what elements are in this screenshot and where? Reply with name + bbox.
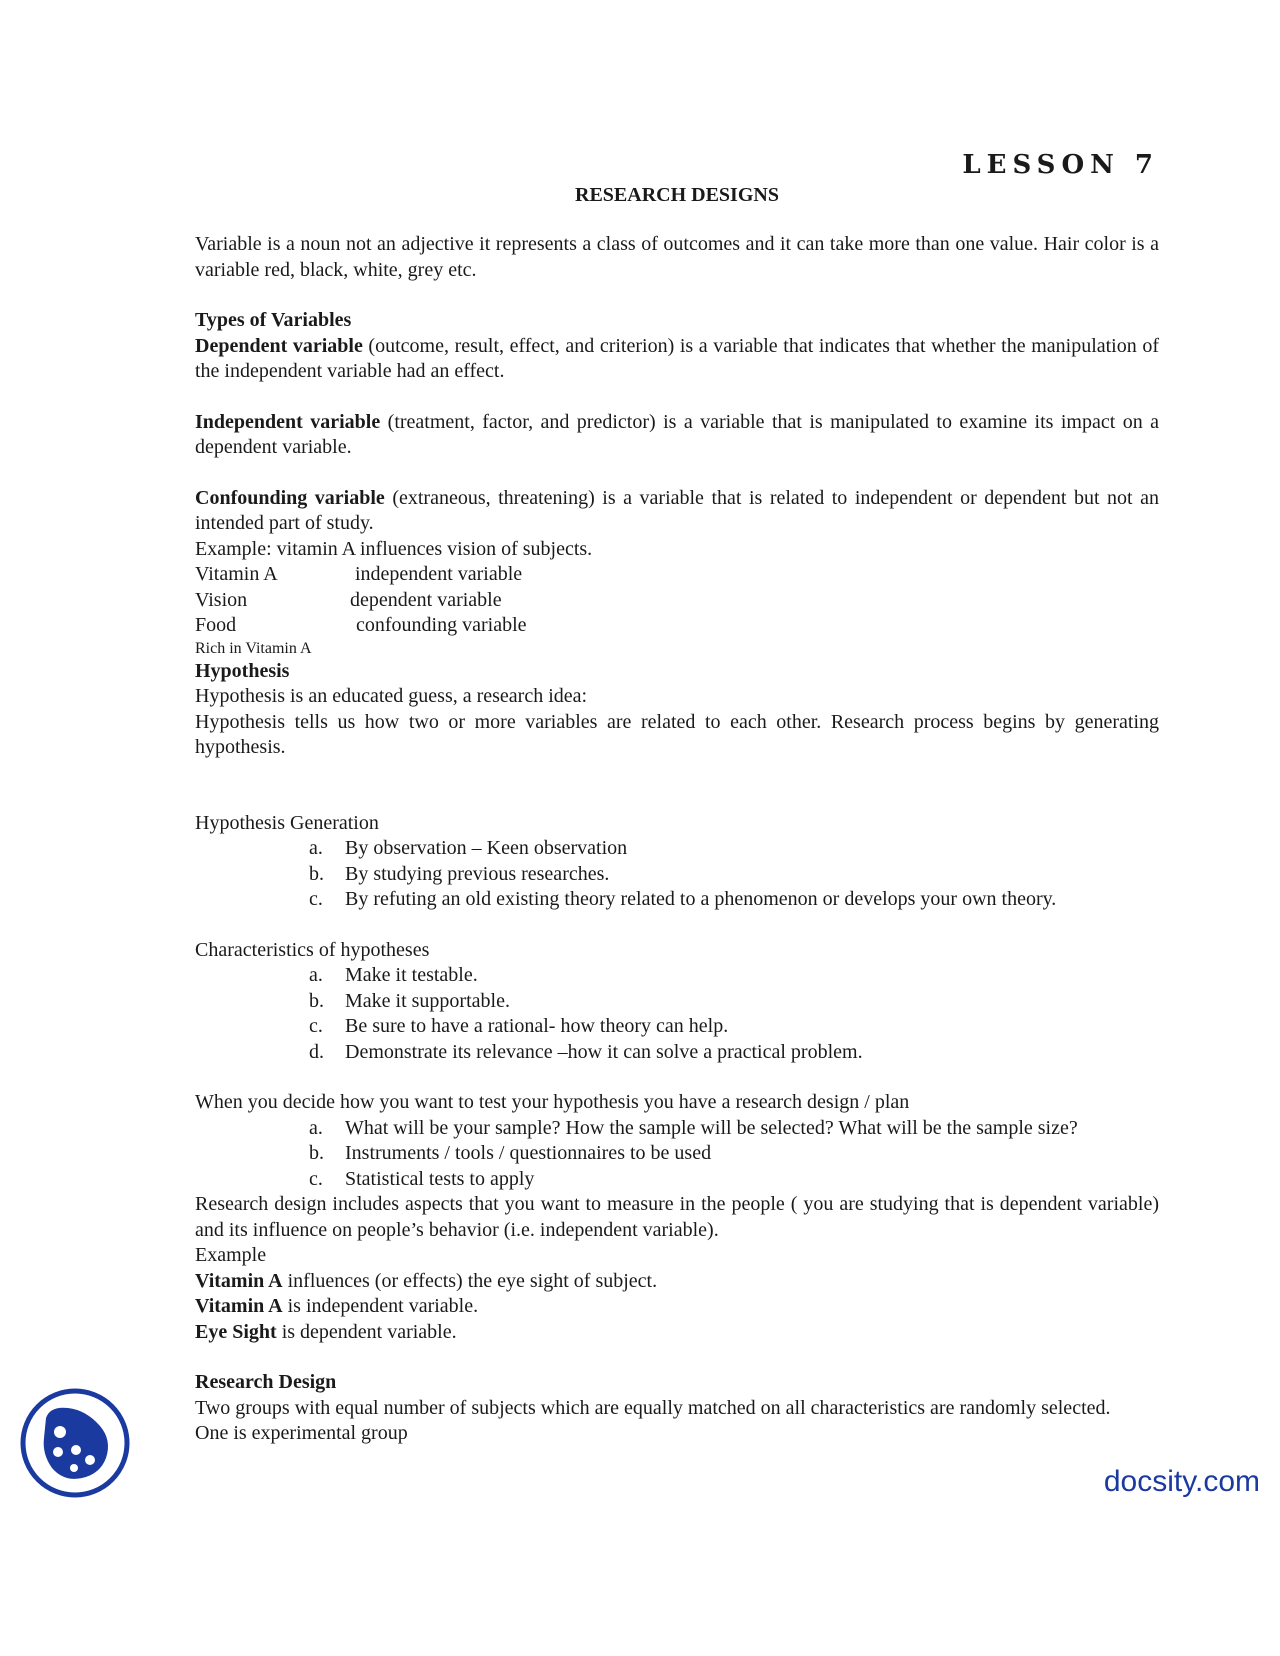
generation-list xyxy=(195,836,1159,913)
example-row: Vision dependent variable xyxy=(195,588,502,611)
docsity-logo-icon[interactable] xyxy=(20,1388,130,1498)
hypothesis-heading: Hypothesis xyxy=(195,659,290,682)
example-line: Example: vitamin A influences vision of subjects. xyxy=(195,537,593,560)
characteristics-heading: Characteristics of hypotheses xyxy=(195,938,430,961)
page-title: RESEARCH DESIGNS xyxy=(575,184,779,206)
hypothesis-line-2: Hypothesis tells us how two or more variables are related to each other. Research process begins by generating hypothesis. xyxy=(195,710,1159,758)
list-item: c. Be sure to have a rational- how theory can help. xyxy=(309,1015,729,1037)
research-design-paragraph: Two groups with equal number of subjects which are equally matched on all characteristics are randomly selected. xyxy=(195,1396,1111,1419)
list-item: a. What will be your sample? How the sample will be selected? What will be the sample size? xyxy=(309,1116,1078,1139)
lesson-label: LESSON 7 xyxy=(962,150,1159,180)
list-item: c. By refuting an old existing theory related to a phenomenon or develops your own theory. xyxy=(309,888,1057,910)
document-page xyxy=(195,150,1159,1447)
list-item: b. By studying previous researches. xyxy=(309,862,610,885)
characteristics-list xyxy=(195,963,1159,1065)
plan-intro: When you decide how you want to test your hypothesis you have a research design / plan xyxy=(195,1091,910,1113)
independent-paragraph: Independent variable (treatment, factor, and predictor) is a variable that is manipulated to examine its impact on a dependent variable. xyxy=(195,410,1159,458)
list-item: d. Demonstrate its relevance –how it can solve a practical problem. xyxy=(309,1040,863,1063)
intro-paragraph: Variable is a noun not an adjective it represents a class of outcomes and it can take more than one value. Hair color is a variable red, black, white, grey etc. xyxy=(195,233,1159,281)
plan-list xyxy=(195,1116,1159,1193)
generation-heading: Hypothesis Generation xyxy=(195,811,379,834)
docsity-brand-link[interactable]: docsity.com xyxy=(1103,1465,1260,1498)
list-item: a. Make it testable. xyxy=(309,964,478,986)
example-word: Example xyxy=(195,1244,267,1266)
list-item: b. Instruments / tools / questionnaires to be used xyxy=(309,1142,712,1164)
design-paragraph: Research design includes aspects that you want to measure in the people ( you are studying that is dependent variable) and its influence on people’s behavior (i.e. independent variable). xyxy=(195,1193,1159,1241)
types-heading: Types of Variables xyxy=(195,309,352,331)
hypothesis-line-1: Hypothesis is an educated guess, a research idea: xyxy=(195,685,588,707)
dependent-paragraph: Dependent variable (outcome, result, effect, and criterion) is a variable that indicates that whether the manipulation of the independent variable had an effect. xyxy=(195,334,1159,382)
example-sentence: Eye Sight is dependent variable. xyxy=(195,1320,457,1343)
food-note: Rich in Vitamin A xyxy=(195,639,312,657)
list-item: a. By observation – Keen observation xyxy=(309,837,628,859)
example-row: Food confounding variable xyxy=(195,614,527,636)
research-design-heading: Research Design xyxy=(195,1371,337,1393)
research-design-last-line: One is experimental group xyxy=(195,1422,408,1444)
list-item: c. Statistical tests to apply xyxy=(309,1167,535,1190)
example-sentence: Vitamin A influences (or effects) the eye sight of subject. xyxy=(195,1269,658,1292)
list-item: b. Make it supportable. xyxy=(309,989,510,1012)
docsity-logo-svg xyxy=(20,1388,130,1498)
confounding-paragraph: Confounding variable (extraneous, threatening) is a variable that is related to independent or dependent but not an intended part of study. xyxy=(195,486,1160,534)
example-row: Vitamin A independent variable xyxy=(195,563,523,585)
example-sentence: Vitamin A is independent variable. xyxy=(195,1295,479,1317)
